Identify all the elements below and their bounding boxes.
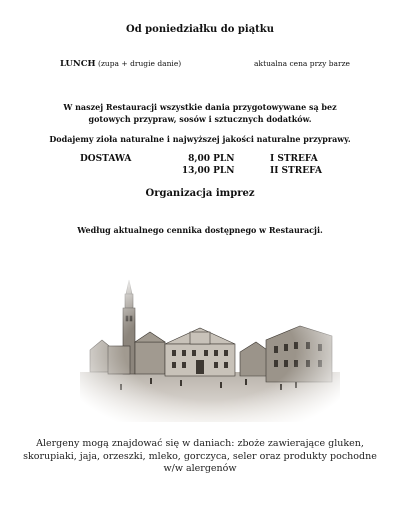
delivery-zone-2: II STREFA [270,166,322,176]
delivery-price-1 [178,154,238,166]
town-square-illustration [80,272,340,422]
lunch-label: LUNCH [60,59,96,69]
lunch-note: (zupa + drugie danie) [98,59,182,68]
delivery-zone-1: I STREFA [270,154,318,164]
events-note: Według aktualnego cennika dostępnego w Restauracji. [77,225,323,235]
delivery-currency: PLN [213,166,235,176]
delivery-price-value: 13,00 [181,166,210,176]
herbs-text: Dodajemy zioła naturalne i najwyższej jakości naturalne przyprawy. [49,134,351,144]
allergens-note: Alergeny mogą znajdować się w daniach: zboże zawierające gluken, skorupiaki, jaja, orzeszki, mleko, gorczyca, seler oraz produkty pochodne w/w alergenów [23,438,377,474]
events-heading: Organizacja imprez [145,188,255,199]
lunch-price-note: aktualna cena przy barze [254,59,350,68]
delivery-label: DOSTAWA [80,154,132,164]
notice-text: W naszej Restauracji wszystkie dania przygotowywane są bez gotowych przypraw, sosów i sztucznych dodatków. [63,102,337,124]
delivery-price-value: 8,00 [188,154,210,164]
page-heading: Od poniedziałku do piątku [126,24,274,35]
delivery-price-2 [178,166,238,178]
delivery-currency: PLN [213,154,235,164]
lunch-row [60,59,350,69]
